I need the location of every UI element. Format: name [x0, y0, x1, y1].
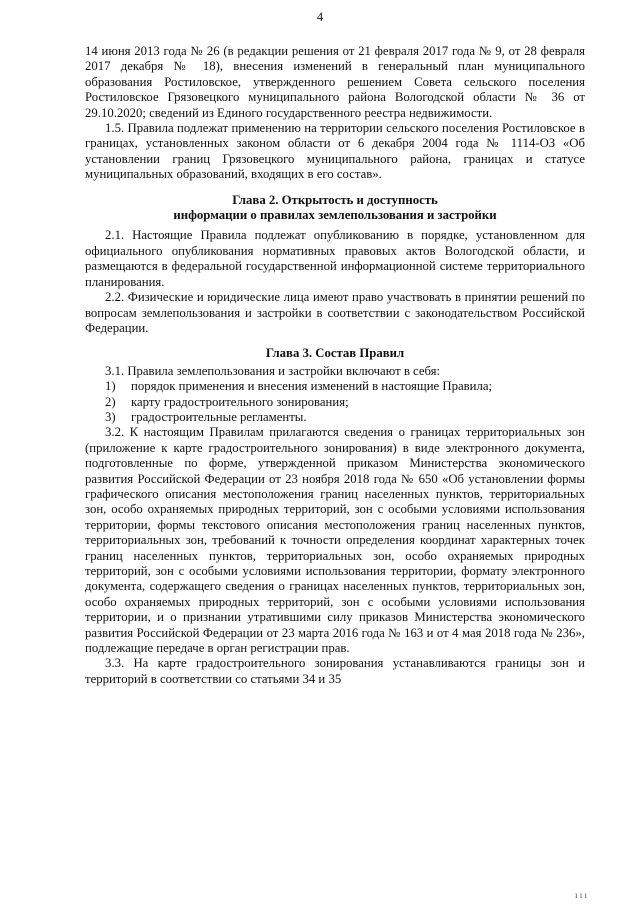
paragraph-2-2: 2.2. Физические и юридические лица имеют право участвовать в принятии решений по вопросам землепользования и застройки в соответствии с законодательством Российской Федерации. [85, 290, 585, 335]
list-item [85, 410, 585, 425]
chapter-3-title: Глава 3. Состав Правил [265, 346, 405, 361]
paragraph-3-3: 3.3. На карте градостроительного зонирования устанавливаются границы зон и территорий в соответствии со статьями 34 и 35 [85, 656, 585, 686]
paragraph-2-1: 2.1. Настоящие Правила подлежат опубликованию в порядке, установленном для официального опубликования нормативных правовых актов Вологодской области, и размещаются в федеральной государственной информационной системе территориального планирования. [85, 228, 585, 289]
chapter-2-title-line-1: Глава 2. Открытость и доступность [232, 192, 438, 207]
chapter-2-title-line-2: информации о правилах землепользования и застройки [173, 208, 497, 223]
list-item-text: градостроительные регламенты. [131, 409, 307, 424]
list-item-text: карту градостроительного зонирования; [131, 394, 349, 409]
list-item [85, 379, 585, 394]
document-body [85, 44, 585, 687]
intro-continuation: 14 июня 2013 года № 26 (в редакции решения от 21 февраля 2017 года № 9, от 28 февраля 2017 декабря № 18), внесения изменений в генеральный план муниципального образования Ростиловское, утвержденного решением Совета сельского поселения Ростиловское Грязовецкого муниципального района Вологодской области № 36 от 29.10.2020; сведений из Единого государственного реестра недвижимости. [85, 44, 585, 120]
list-item-number: 2) [105, 394, 116, 409]
paragraph-3-1: 3.1. Правила землепользования и застройки включают в себя: [105, 363, 441, 378]
paragraph-3-2: 3.2. К настоящим Правилам прилагаются сведения о границах территориальных зон (приложение к карте градостроительного зонирования) в виде электронного документа, подготовленные по форме, утвержденной приказом Министерства экономического развития Российской Федерации от 23 ноября 2018 года № 650 «Об установлении формы графического описания местоположения границ населенных пунктов, территориальных зон, особо охраняемых природных территорий, зон с особыми условиями использования территории, формы текстового описания местоположения границ населенных пунктов, территориальных зон, требований к точности определения координат характерных точек границ населенных пунктов, территориальных зон, особо охраняемых природных территорий, зон с особыми условиями использования территории, формату электронного документа, содержащего сведения о границах населенных пунктов, территориальных зон, особо охраняемых природных территорий, зон с особыми условиями использования территории, и о признании утратившими силу приказов Министерства экономического развития Российской Федерации от 23 марта 2016 года № 163 и от 4 мая 2018 года № 236», подлежащие передаче в орган регистрации прав. [85, 425, 585, 656]
list-item-text: порядок применения и внесения изменений в настоящие Правила; [131, 379, 493, 394]
list-item [85, 395, 585, 410]
footer-mark: ı ı ı [575, 890, 588, 900]
page-number: 4 [316, 10, 324, 24]
list-item-number: 1) [105, 379, 116, 394]
paragraph-1-5: 1.5. Правила подлежат применению на территории сельского поселения Ростиловское в границах, установленных законом области от 6 декабря 2004 года № 1114-ОЗ «Об установлении границ Грязовецкого муниципального района, границах и статусе муниципальных образований, входящих в его состав». [85, 121, 585, 182]
list-item-number: 3) [105, 409, 116, 424]
